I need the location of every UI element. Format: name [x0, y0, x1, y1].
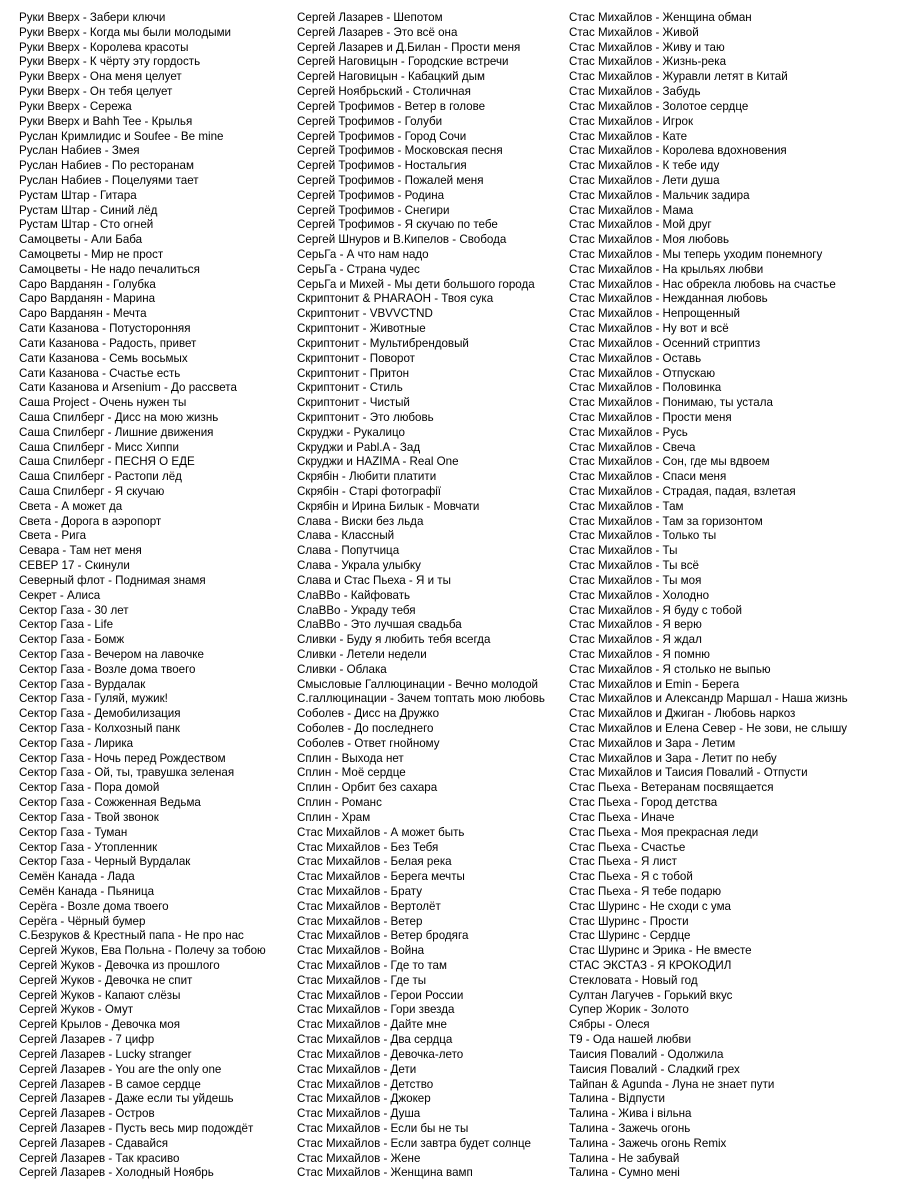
song-entry: СлаВВо - Это лучшая свадьба — [297, 618, 462, 632]
song-entry: Соболев - До последнего — [297, 722, 434, 735]
song-entry: Стас Пьеха - Счастье — [569, 840, 686, 854]
song-entry: Стас Михайлов - Я буду с тобой — [569, 603, 742, 617]
song-entry: Руки Вверх - Когда мы были молодыми — [19, 25, 232, 39]
song-entry: Сектор Газа - Черный Вурдалак — [19, 855, 191, 869]
song-entry: Самоцветы - Не надо печалиться — [19, 262, 200, 276]
song-entry: Стас Михайлов - Там — [569, 499, 684, 513]
song-entry: Стас Михайлов и Зара - Летим — [569, 736, 736, 750]
song-entry: Стас Михайлов - Нас обрекла любовь на счастье — [569, 277, 836, 291]
song-entry: Скрябін - Любити платити — [297, 470, 437, 484]
song-column-2 — [297, 11, 562, 1181]
song-entry: Сати Казанова - Счастье есть — [19, 366, 181, 380]
song-entry: Т9 - Ода нашей любви — [569, 1033, 692, 1047]
song-entry: Стас Михайлов - Война — [297, 944, 425, 958]
song-entry: Стас Михайлов - Я ждал — [569, 633, 702, 647]
song-entry: СерьГа - А что нам надо — [297, 248, 429, 261]
song-entry: Стас Михайлов - Забудь — [569, 85, 701, 99]
song-entry: СерьГа - Страна чудес — [297, 262, 420, 276]
song-entry: Руки Вверх и Bahh Tee - Крылья — [19, 114, 193, 128]
song-entry: Руки Вверх - Королева красоты — [19, 40, 189, 54]
song-entry: Соболев - Дисс на Дружко — [297, 707, 440, 721]
song-column-3 — [569, 11, 897, 1181]
song-entry: Стас Михайлов - Прости меня — [569, 410, 732, 424]
song-entry: Тайпан & Agunda - Луна не знает пути — [569, 1077, 775, 1091]
song-entry: Саша Спилберг - Лишние движения — [19, 425, 214, 439]
song-entry: Стас Михайлов - Кате — [569, 129, 688, 143]
song-entry: Стас Пьеха - Иначе — [569, 810, 675, 824]
song-entry: Сергей Лазарев - Пусть весь мир подождёт — [19, 1121, 254, 1135]
song-entry: Сергей Лазарев - Сдавайся — [19, 1136, 169, 1150]
song-entry: Сати Казанова - Радость, привет — [19, 336, 197, 350]
song-entry: Стас Михайлов - Душа — [297, 1107, 421, 1121]
song-entry: Руки Вверх - Она меня целует — [19, 70, 182, 84]
song-entry: Сати Казанова и Arsenium - До рассвета — [19, 381, 237, 395]
song-entry: Стас Михайлов - Нежданная любовь — [569, 292, 768, 306]
song-entry: Скруджи и Pabl.A - Зад — [297, 440, 421, 454]
song-entry: Стас Михайлов - Брату — [297, 884, 423, 898]
song-entry: Талина - Відпусти — [569, 1092, 666, 1106]
song-entry: Саро Варданян - Марина — [19, 292, 156, 306]
song-entry: СлаВВо - Кайфовать — [297, 588, 411, 602]
song-entry: Севара - Там нет меня — [19, 544, 142, 558]
song-entry: Рустам Штар - Сто огней — [19, 218, 154, 232]
song-entry: Стас Пьеха - Моя прекрасная леди — [569, 825, 759, 839]
song-entry: Скрябін - Старі фотографії — [297, 485, 442, 498]
song-entry: Стас Шуринс - Сердце — [569, 929, 691, 943]
song-entry: Талина - Жива і вільна — [569, 1107, 692, 1121]
song-entry: Руки Вверх - К чёрту эту гордость — [19, 55, 201, 69]
song-entry: Стас Пьеха - Я с тобой — [569, 870, 693, 884]
song-entry: Сектор Газа - Лирика — [19, 736, 134, 750]
song-entry: Султан Лагучев - Горький вкус — [569, 988, 733, 1002]
song-entry: Стас Михайлов - Мама — [569, 203, 694, 217]
song-entry: Стас Михайлов - Дети — [297, 1062, 417, 1076]
song-entry: Стас Михайлов и Emin - Берега — [569, 677, 740, 691]
song-entry: Сплин - Храм — [297, 810, 371, 824]
song-entry: Стас Михайлов - Холодно — [569, 588, 710, 602]
song-entry: Сергей Наговицын - Городские встречи — [297, 55, 509, 69]
song-entry: Смысловые Галлюцинации - Вечно молодой — [297, 677, 538, 691]
song-entry: Сергей Жуков - Девочка не спит — [19, 973, 193, 987]
song-entry: Слава и Стас Пьеха - Я и ты — [297, 573, 451, 587]
song-entry: Стас Михайлов - Ты всё — [569, 559, 699, 573]
song-entry: Стас Михайлов и Елена Север - Не зови, не слышу — [569, 722, 848, 735]
song-entry: Руки Вверх - Сережа — [19, 99, 132, 113]
song-entry: Саро Варданян - Мечта — [19, 307, 147, 321]
song-entry: Сектор Газа - Вечером на лавочке — [19, 647, 204, 661]
song-entry: Сектор Газа - Ой, ты, травушка зеленая — [19, 766, 235, 780]
song-entry: Сергей Жуков - Девочка из прошлого — [19, 959, 220, 972]
song-entry: Стас Пьеха - Я тебе подарю — [569, 884, 722, 898]
song-entry: Стас Михайлов - Детство — [297, 1077, 434, 1091]
song-entry: Скриптонит - Притон — [297, 366, 410, 380]
song-entry: Стас Михайлов - Непрощенный — [569, 307, 741, 321]
song-entry: СерьГа и Михей - Мы дети большого города — [297, 277, 535, 291]
song-entry: Стас Михайлов - Я помню — [569, 647, 710, 661]
song-entry: Секрет - Алиса — [19, 588, 101, 602]
song-entry: Руслан Кримлидис и Soufee - Be mine — [19, 129, 224, 143]
song-entry: Сергей Трофимов - Город Сочи — [297, 129, 467, 143]
song-entry: Слава - Виски без льда — [297, 514, 424, 528]
song-entry: Скриптонит - Это любовь — [297, 410, 434, 424]
song-entry: Стас Михайлов - Я верю — [569, 618, 702, 632]
song-entry: Стас Михайлов - Где ты — [297, 973, 427, 987]
song-entry: Сектор Газа - Твой звонок — [19, 810, 159, 824]
song-entry: Сергей Трофимов - Я скучаю по тебе — [297, 218, 498, 232]
song-entry: Сергей Лазарев - Так красиво — [19, 1151, 180, 1165]
song-entry: Стас Михайлов - На крыльях любви — [569, 262, 764, 276]
song-entry: Стас Михайлов - Отпускаю — [569, 366, 716, 380]
song-entry: Сектор Газа - Life — [19, 618, 114, 632]
song-entry: Сектор Газа - Гуляй, мужик! — [19, 692, 168, 706]
song-entry: Скриптонит - Поворот — [297, 351, 415, 365]
song-entry: Сектор Газа - Пора домой — [19, 781, 160, 795]
song-entry: Саша Спилберг - Растопи лёд — [19, 470, 182, 484]
song-entry: Скруджи - Рукалицо — [297, 425, 405, 439]
song-entry: Света - Рига — [19, 529, 87, 543]
song-entry: Сектор Газа - Утопленник — [19, 840, 158, 854]
song-entry: Стас Михайлов - Ветер бродяга — [297, 929, 469, 943]
song-entry: Самоцветы - Али Баба — [19, 233, 143, 247]
song-entry: Стас Михайлов - Вертолёт — [297, 899, 441, 913]
song-entry: Таисия Повалий - Одолжила — [569, 1047, 724, 1061]
song-entry: Руки Вверх - Он тебя целует — [19, 85, 173, 99]
song-entry: Сергей Трофимов - Московская песня — [297, 144, 503, 158]
song-entry: Сплин - Выхода нет — [297, 751, 404, 765]
song-entry: Сергей Жуков - Капают слёзы — [19, 988, 181, 1002]
song-entry: Стас Михайлов - Золотое сердце — [569, 99, 749, 113]
song-entry: Слава - Попутчица — [297, 544, 400, 558]
song-entry: Сектор Газа - Возле дома твоего — [19, 662, 196, 676]
song-entry: Стас Михайлов - Только ты — [569, 529, 717, 543]
song-entry: Саша Project - Очень нужен ты — [19, 396, 187, 410]
song-entry: Стас Михайлов - Я столько не выпью — [569, 662, 771, 676]
song-entry: Стас Михайлов - Ну вот и всё — [569, 322, 729, 336]
song-entry: Таисия Повалий - Сладкий грех — [569, 1062, 740, 1076]
song-entry: Сергей Лазарев - You are the only one — [19, 1062, 222, 1076]
song-entry: Стас Михайлов - К тебе иду — [569, 159, 720, 173]
song-entry: Соболев - Ответ гнойному — [297, 736, 440, 750]
song-entry: Стас Пьеха - Ветеранам посвящается — [569, 781, 774, 795]
song-entry: Скриптонит - Животные — [297, 322, 426, 336]
song-entry: Сливки - Буду я любить тебя всегда — [297, 633, 491, 647]
song-entry: Стас Михайлов и Зара - Летит по небу — [569, 751, 777, 765]
song-entry: Сливки - Летели недели — [297, 647, 427, 661]
song-entry: Сергей Жуков, Ева Польна - Полечу за тобою — [19, 944, 266, 958]
song-entry: Сергей Лазарев - Холодный Ноябрь — [19, 1166, 214, 1180]
song-entry: Стас Михайлов - Там за горизонтом — [569, 514, 763, 528]
song-entry: Рустам Штар - Синий лёд — [19, 203, 158, 217]
song-entry: Стас Михайлов - Без Тебя — [297, 840, 439, 854]
song-entry: С.Безруков & Крестный папа - Не про нас — [19, 929, 244, 943]
song-entry: Стас Михайлов - Ты моя — [569, 573, 702, 587]
song-entry: Стас Михайлов - Девочка-лето — [297, 1047, 464, 1061]
song-entry: Сергей Лазарев - Lucky stranger — [19, 1047, 192, 1061]
song-entry: Скрябін и Ирина Билык - Мовчати — [297, 499, 480, 513]
song-entry: Стас Михайлов - Гори звезда — [297, 1003, 455, 1017]
song-entry: Сергей Шнуров и В.Кипелов - Свобода — [297, 233, 507, 247]
song-entry: Семён Канада - Лада — [19, 870, 135, 884]
song-entry: Рустам Штар - Гитара — [19, 188, 137, 202]
song-entry: Сати Казанова - Потусторонняя — [19, 322, 191, 336]
song-entry: Стас Михайлов - Сон, где мы вдвоем — [569, 455, 770, 469]
song-entry: Саро Варданян - Голубка — [19, 277, 156, 291]
song-entry: Стас Михайлов - Лети душа — [569, 173, 720, 187]
song-entry: Сергей Жуков - Омут — [19, 1003, 134, 1017]
song-entry: Семён Канада - Пьяница — [19, 884, 155, 898]
song-entry: Стас Михайлов - Дайте мне — [297, 1018, 447, 1032]
song-entry: Стас Михайлов - Журавли летят в Китай — [569, 70, 788, 84]
song-entry: Сергей Трофимов - Родина — [297, 188, 445, 202]
song-entry: Серёга - Возле дома твоего — [19, 899, 169, 913]
song-entry: Сергей Ноябрьский - Столичная — [297, 85, 471, 99]
song-entry: Стас Михайлов - Берега мечты — [297, 870, 465, 884]
song-entry: Стас Михайлов - Ты — [569, 544, 678, 558]
song-entry: Стас Михайлов - Свеча — [569, 440, 696, 454]
song-entry: Сектор Газа - Вурдалак — [19, 677, 146, 691]
song-entry: Стас Михайлов - Где то там — [297, 959, 447, 972]
song-entry: Стас Михайлов - Герои России — [297, 988, 464, 1002]
song-entry: Света - Дорога в аэропорт — [19, 514, 162, 528]
song-entry: Скруджи и HAZIMA - Real One — [297, 455, 459, 469]
song-entry: Сергей Лазарев и Д.Билан - Прости меня — [297, 40, 521, 54]
song-entry: Стас Михайлов - Женщина вамп — [297, 1166, 473, 1180]
song-entry: Стас Михайлов - Мы теперь уходим понемногу — [569, 248, 823, 261]
song-entry: Стас Михайлов - Джокер — [297, 1092, 431, 1106]
song-entry: Стекловата - Новый год — [569, 973, 698, 987]
song-entry: СЕВЕР 17 - Скинули — [19, 559, 130, 573]
song-entry: Сергей Лазарев - 7 цифр — [19, 1033, 155, 1047]
song-entry: Стас Михайлов - Половинка — [569, 381, 722, 395]
song-entry: Талина - Сумно мені — [569, 1166, 680, 1180]
song-entry: Стас Шуринс - Не сходи с ума — [569, 899, 732, 913]
song-entry: Сябры - Олеся — [569, 1018, 650, 1032]
song-entry: Сергей Лазарев - Шепотом — [297, 11, 443, 24]
song-entry: Стас Пьеха - Я лист — [569, 855, 677, 869]
song-entry: Стас Михайлов - Если бы не ты — [297, 1121, 469, 1135]
song-entry: Сектор Газа - Сожженная Ведьма — [19, 796, 201, 810]
song-entry: Талина - Не забувай — [569, 1151, 680, 1165]
song-entry: Стас Михайлов - Игрок — [569, 114, 694, 128]
song-entry: Супер Жорик - Золото — [569, 1003, 689, 1017]
song-entry: Стас Михайлов - Жизнь-река — [569, 55, 727, 69]
song-entry: Руки Вверх - Забери ключи — [19, 11, 166, 24]
song-entry: Сплин - Моё сердце — [297, 766, 406, 780]
song-entry: Стас Михайлов и Джиган - Любовь наркоз — [569, 707, 796, 721]
song-entry: Стас Михайлов - Королева вдохновения — [569, 144, 787, 158]
song-entry: Скриптонит - Чистый — [297, 396, 410, 410]
song-entry: Стас Шуринс и Эрика - Не вместе — [569, 944, 752, 958]
song-entry: Стас Михайлов - Белая река — [297, 855, 452, 869]
song-entry: Стас Михайлов - Мой друг — [569, 218, 712, 232]
song-entry: Саша Спилберг - ПЕСНЯ О ЕДЕ — [19, 455, 195, 469]
song-entry: Стас Михайлов - Если завтра будет солнце — [297, 1136, 531, 1150]
song-entry: Скриптонит - Стиль — [297, 381, 403, 395]
song-entry: Стас Михайлов - А может быть — [297, 825, 465, 839]
song-entry: Талина - Зажечь огонь — [569, 1121, 691, 1135]
song-entry: Сергей Лазарев - В самое сердце — [19, 1077, 201, 1091]
song-entry: Сектор Газа - 30 лет — [19, 603, 129, 617]
song-entry: Сплин - Орбит без сахара — [297, 781, 438, 795]
song-entry: Стас Михайлов - Живу и таю — [569, 40, 725, 54]
song-entry: Скриптонит - Мультибрендовый — [297, 336, 469, 350]
song-entry: Северный флот - Поднимая знамя — [19, 573, 206, 587]
song-entry: Саша Спилберг - Мисс Хиппи — [19, 440, 179, 454]
song-column-1 — [19, 11, 289, 1181]
song-entry: Стас Шуринс - Прости — [569, 914, 689, 928]
song-entry: Сливки - Облака — [297, 662, 387, 676]
song-entry: Сергей Крылов - Девочка моя — [19, 1018, 180, 1032]
song-entry: Стас Михайлов - Живой — [569, 25, 699, 39]
song-entry: Стас Михайлов - Жене — [297, 1151, 421, 1165]
song-entry: Сергей Наговицын - Кабацкий дым — [297, 70, 485, 84]
song-entry: Стас Пьеха - Город детства — [569, 796, 718, 810]
song-entry: Руслан Набиев - Поцелуями тает — [19, 173, 199, 187]
song-entry: Стас Михайлов и Таисия Повалий - Отпусти — [569, 766, 808, 780]
song-entry: Сергей Трофимов - Ностальгия — [297, 159, 467, 173]
song-entry: Скриптонит & PHARAOH - Твоя сука — [297, 292, 494, 306]
song-entry: Сплин - Романс — [297, 796, 382, 810]
song-entry: Самоцветы - Мир не прост — [19, 248, 164, 261]
song-entry: Стас Михайлов - Русь — [569, 425, 688, 439]
song-entry: Сектор Газа - Колхозный панк — [19, 722, 180, 735]
song-entry: Сергей Трофимов - Снегири — [297, 203, 450, 217]
song-entry: Сергей Трофимов - Ветер в голове — [297, 99, 486, 113]
song-entry: Стас Михайлов - Два сердца — [297, 1033, 453, 1047]
song-entry: Стас Михайлов - Осенний стриптиз — [569, 336, 761, 350]
song-entry: Сектор Газа - Демобилизация — [19, 707, 181, 721]
song-entry: Сати Казанова - Семь восьмых — [19, 351, 188, 365]
song-entry: Слава - Классный — [297, 529, 395, 543]
song-entry: Стас Михайлов - Женщина обман — [569, 11, 752, 24]
song-entry: Талина - Зажечь огонь Remix — [569, 1136, 727, 1150]
song-entry: Стас Михайлов - Ветер — [297, 914, 423, 928]
song-entry: Стас Михайлов - Понимаю, ты устала — [569, 396, 773, 410]
song-entry: Сергей Лазарев - Даже если ты уйдешь — [19, 1092, 234, 1106]
song-entry: Стас Михайлов - Мальчик задира — [569, 188, 750, 202]
song-entry: Саша Спилберг - Дисс на мою жизнь — [19, 410, 219, 424]
song-entry: Стас Михайлов - Оставь — [569, 351, 702, 365]
song-entry: Стас Михайлов - Страдая, падая, взлетая — [569, 485, 796, 498]
song-entry: Скриптонит - VBVVCTND — [297, 307, 433, 321]
song-entry: Сергей Трофимов - Пожалей меня — [297, 173, 484, 187]
song-entry: Саша Спилберг - Я скучаю — [19, 485, 165, 498]
song-entry: Сергей Лазарев - Это всё она — [297, 25, 458, 39]
song-entry: Сектор Газа - Туман — [19, 825, 128, 839]
song-entry: Серёга - Чёрный бумер — [19, 914, 146, 928]
song-entry: Стас Михайлов - Моя любовь — [569, 233, 730, 247]
song-entry: Руслан Набиев - По ресторанам — [19, 159, 194, 173]
song-entry: Сергей Лазарев - Остров — [19, 1107, 155, 1121]
song-entry: Стас Михайлов и Александр Маршал - Наша жизнь — [569, 692, 848, 706]
song-entry: Света - А может да — [19, 499, 123, 513]
song-entry: Сектор Газа - Бомж — [19, 633, 125, 647]
song-entry: Сектор Газа - Ночь перед Рождеством — [19, 751, 226, 765]
song-entry: Стас Михайлов - Спаси меня — [569, 470, 727, 484]
song-entry: Руслан Набиев - Змея — [19, 144, 140, 158]
song-entry: СТАС ЭКСТАЗ - Я КРОКОДИЛ — [569, 959, 732, 972]
song-entry: С.галлюцинации - Зачем топтать мою любовь — [297, 692, 545, 706]
song-entry: СлаВВо - Украду тебя — [297, 603, 416, 617]
song-entry: Слава - Украла улыбку — [297, 559, 421, 573]
song-entry: Сергей Трофимов - Голуби — [297, 114, 443, 128]
